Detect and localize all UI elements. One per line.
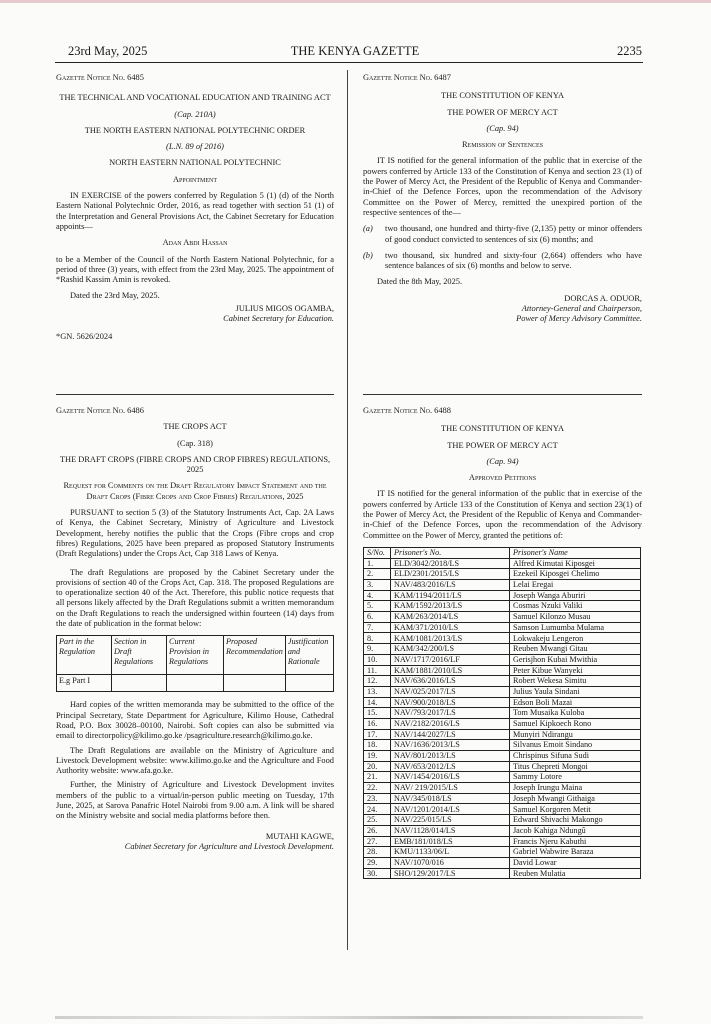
prisoner-number-cell: NAV/1454/2016/LS bbox=[391, 772, 510, 783]
table-row bbox=[364, 772, 641, 783]
prisoner-name-cell: Sammy Lotore bbox=[510, 772, 641, 783]
serial-cell: 10. bbox=[364, 654, 391, 665]
prisoner-number-cell: NAV/636/2016/LS bbox=[391, 676, 510, 687]
serial-cell: 13. bbox=[364, 686, 391, 697]
table-row bbox=[364, 601, 641, 612]
prisoner-number-cell: NAV/345/018/LS bbox=[391, 793, 510, 804]
body-paragraph: IN EXERCISE of the powers conferred by Regulation 5 (1) (d) of the North Eastern National Polytechnic Order, 2016, as read together with section 51 (1) of the Interpretation and General Provisions Act, the Cabinet Secretary for Education appoints— bbox=[56, 191, 334, 231]
prisoner-name-cell: Silvanus Emoit Sindano bbox=[510, 740, 641, 751]
table-header-cell: S/No. bbox=[364, 547, 391, 558]
table-row bbox=[364, 644, 641, 655]
serial-cell: 16. bbox=[364, 718, 391, 729]
signer-title: Power of Mercy Advisory Committee. bbox=[516, 314, 642, 324]
subheading: Remission of Sentences bbox=[461, 140, 544, 150]
signer-name: JULIUS MIGOS OGAMBA, bbox=[235, 303, 334, 313]
signature-block bbox=[56, 304, 334, 325]
serial-cell: 18. bbox=[364, 740, 391, 751]
table-header-row bbox=[364, 547, 641, 558]
table-row bbox=[364, 804, 641, 815]
prisoner-number-cell: ELD/2301/2015/LS bbox=[391, 569, 510, 580]
prisoner-name-cell: Cosmas Nzuki Valiki bbox=[510, 601, 641, 612]
serial-cell: 28. bbox=[364, 847, 391, 858]
body-paragraph: The Draft Regulations are available on the Ministry of Agriculture and Livestock Development website: www.kilimo.go.ke and the Agriculture and Food Authority website: www.afa.go.ke. bbox=[56, 745, 334, 776]
prisoner-name-cell: Francis Njeru Kabuthi bbox=[510, 836, 641, 847]
prisoner-number-cell: NAV/1636/2013/LS bbox=[391, 740, 510, 751]
serial-cell: 26. bbox=[364, 825, 391, 836]
cap: (Cap. 318) bbox=[177, 438, 213, 448]
act-title: THE TECHNICAL AND VOCATIONAL EDUCATION AND TRAINING ACT bbox=[59, 93, 331, 103]
prisoner-number-cell: NAV/225/015/LS bbox=[391, 815, 510, 826]
serial-cell: 29. bbox=[364, 857, 391, 868]
prisoner-number-cell: KAM/1881/2010/LS bbox=[391, 665, 510, 676]
prisoner-name-cell: Samuel Kipkoech Rono bbox=[510, 718, 641, 729]
prisoner-number-cell: KAM/371/2010/LS bbox=[391, 622, 510, 633]
item-text: two thousand, one hundred and thirty-five (2,135) petty or minor offenders of good conduct convicted to sentences of six (6) months; and bbox=[385, 224, 642, 244]
prisoner-name-cell: Samson Lumumba Mulama bbox=[510, 622, 641, 633]
table-row bbox=[364, 676, 641, 687]
serial-cell: 9. bbox=[364, 644, 391, 655]
table-row bbox=[364, 825, 641, 836]
serial-cell: 8. bbox=[364, 633, 391, 644]
notice-6487 bbox=[363, 73, 642, 325]
prisoner-name-cell: Peter Kibue Wanyeki bbox=[510, 665, 641, 676]
prisoner-number-cell: NAV/025/2017/LS bbox=[391, 686, 510, 697]
table-row bbox=[364, 718, 641, 729]
prisoner-number-cell: KAM/1592/2013/LS bbox=[391, 601, 510, 612]
prisoner-number-cell: NAV/793/2017/LS bbox=[391, 708, 510, 719]
item-label: (b) bbox=[363, 250, 373, 260]
table-row bbox=[364, 729, 641, 740]
footer-blurred-text bbox=[55, 1016, 643, 1019]
act-title: THE CROPS ACT bbox=[163, 422, 227, 432]
list-item bbox=[363, 251, 642, 272]
prisoner-name-cell: Munyiri Ndirangu bbox=[510, 729, 641, 740]
table-cell bbox=[112, 675, 167, 692]
prisoner-number-cell: NAV/900/2018/LS bbox=[391, 697, 510, 708]
table-row bbox=[364, 569, 641, 580]
table-header-cell: Section in Draft Regulations bbox=[112, 636, 167, 675]
reference-note: *GN. 5626/2024 bbox=[56, 332, 113, 342]
prisoner-number-cell: KAM/342/200/LS bbox=[391, 644, 510, 655]
prisoner-name-cell: Chrispinus Sifuna Sudi bbox=[510, 751, 641, 762]
notice-6485 bbox=[56, 73, 334, 343]
prisoner-name-cell: Joseph Mwangi Githaiga bbox=[510, 793, 641, 804]
act-title: THE CONSTITUTION OF KENYA bbox=[440, 91, 565, 101]
notice-number: Gazette Notice No. 6488 bbox=[363, 406, 451, 415]
notice-separator bbox=[363, 394, 642, 395]
dated-line: Dated the 8th May, 2025. bbox=[377, 277, 463, 287]
prisoner-number-cell: NAV/1128/014/LS bbox=[391, 825, 510, 836]
table-row bbox=[364, 633, 641, 644]
table-row bbox=[364, 793, 641, 804]
serial-cell: 5. bbox=[364, 601, 391, 612]
act-title: THE POWER OF MERCY ACT bbox=[447, 440, 558, 450]
body-paragraph: PURSUANT to section 5 (3) of the Statutory Instruments Act, Cap. 2A Laws of Kenya, the Cabinet Secretary, Ministry of Agriculture and Livestock Development, hereby notifies the public that the Crops (Fibre crops and crop fibres) Regulations, 2025 have been prepared as proposed Statutory Instruments (Draft Regulations) under the Crops Act, Cap 318 Laws of Kenya. bbox=[56, 508, 334, 559]
petitions-table-body bbox=[364, 558, 641, 879]
table-row bbox=[364, 836, 641, 847]
table-row bbox=[364, 654, 641, 665]
signature-block bbox=[56, 832, 334, 853]
prisoner-name-cell: David Lowar bbox=[510, 857, 641, 868]
prisoner-number-cell: NAV/801/2013/LS bbox=[391, 751, 510, 762]
notice-separator bbox=[56, 394, 334, 395]
table-row bbox=[364, 686, 641, 697]
list-item bbox=[363, 224, 642, 245]
serial-cell: 20. bbox=[364, 761, 391, 772]
prisoner-name-cell: Joseph Wanga Aburiri bbox=[510, 590, 641, 601]
table-row bbox=[364, 612, 641, 623]
cap: (Cap. 94) bbox=[486, 456, 519, 466]
body-paragraph: Further, the Ministry of Agriculture and Livestock Development invites members of the public to a virtual/in-person public meeting on Tuesday, 17th June, 2025, at Sarova Panafric Hotel Nairobi from 9.00 a.m. A link will be shared on the Ministry website and social media platforms before then. bbox=[56, 780, 334, 821]
serial-cell: 12. bbox=[364, 676, 391, 687]
table-cell bbox=[285, 675, 333, 692]
table-header-cell: Proposed Recommendation bbox=[224, 636, 286, 675]
table-row bbox=[364, 761, 641, 772]
signer-name: DORCAS A. ODUOR, bbox=[564, 293, 642, 303]
prisoner-name-cell: Jacob Kahiga Ndungû bbox=[510, 825, 641, 836]
header-title: THE KENYA GAZETTE bbox=[290, 44, 420, 58]
subheading: Appointment bbox=[172, 174, 218, 184]
prisoner-number-cell: NAV/653/2012/LS bbox=[391, 761, 510, 772]
act-title: THE CONSTITUTION OF KENYA bbox=[440, 424, 565, 434]
notice-6486 bbox=[56, 406, 334, 852]
prisoner-number-cell: NAV/2182/2016/LS bbox=[391, 718, 510, 729]
serial-cell: 30. bbox=[364, 868, 391, 879]
table-row bbox=[364, 590, 641, 601]
table-row bbox=[364, 783, 641, 794]
prisoner-name-cell: Robert Wekesa Simitu bbox=[510, 676, 641, 687]
serial-cell: 6. bbox=[364, 612, 391, 623]
header-page-number: 2235 bbox=[617, 44, 642, 58]
table-header-row bbox=[57, 636, 334, 675]
serial-cell: 14. bbox=[364, 697, 391, 708]
table-row bbox=[364, 740, 641, 751]
table-row bbox=[364, 665, 641, 676]
prisoner-name-cell: Reuben Mwangi Gitau bbox=[510, 644, 641, 655]
serial-cell: 25. bbox=[364, 815, 391, 826]
appointee-name: Adan Abdi Hassan bbox=[162, 238, 228, 248]
body-paragraph: Hard copies of the written memoranda may be submitted to the office of the Principal Secretary, State Department for Agriculture, Kilimo House, Cathedral Road, P.O. Box 30028–00100, Nairobi. Soft copies can also be submitted via email to directorpolicy@kilimo.go.ke /psagriculture.research@kilimo.go.ke. bbox=[56, 700, 334, 741]
table-header-cell: Justification and Rationale bbox=[285, 636, 333, 675]
table-row bbox=[364, 622, 641, 633]
signer-title: Cabinet Secretary for Agriculture and Livestock Development. bbox=[124, 841, 334, 851]
serial-cell: 2. bbox=[364, 569, 391, 580]
serial-cell: 24. bbox=[364, 804, 391, 815]
prisoner-name-cell: Edson Boli Mazai bbox=[510, 697, 641, 708]
body-paragraph: The draft Regulations are proposed by the Cabinet Secretary under the provisions of section 40 of the Crops Act, Cap. 318. The proposed Regulations are to operationalize section 40 of the Act. Therefore, this public notice requests that all persons likely affected by the Draft Regulations submit a written memorandum on the Draft Regulations to reach the undersigned within fourteen (14) days from the date of publication in the format below: bbox=[56, 567, 334, 629]
table-row bbox=[364, 708, 641, 719]
prisoner-name-cell: Edward Shivachi Makongo bbox=[510, 815, 641, 826]
prisoner-name-cell: Ezekeil Kiposgei Chelimo bbox=[510, 569, 641, 580]
table-row bbox=[364, 751, 641, 762]
table-header-cell: Prisoner's Name bbox=[510, 547, 641, 558]
prisoner-name-cell: Joseph Irungu Maina bbox=[510, 783, 641, 794]
header-rule bbox=[55, 62, 643, 63]
prisoner-name-cell: Julius Yaula Sindani bbox=[510, 686, 641, 697]
prisoner-number-cell: NAV/483/2016/LS bbox=[391, 580, 510, 591]
prisoner-number-cell: NAV/1201/2014/LS bbox=[391, 804, 510, 815]
signer-title: Cabinet Secretary for Education. bbox=[223, 314, 334, 324]
prisoner-name-cell: Alfred Kimutai Kiposgei bbox=[510, 558, 641, 569]
legal-notice: (L.N. 89 of 2016) bbox=[166, 142, 224, 152]
serial-cell: 19. bbox=[364, 751, 391, 762]
signer-name: MUTAHI KAGWE, bbox=[265, 831, 334, 841]
serial-cell: 11. bbox=[364, 665, 391, 676]
prisoner-number-cell: EMB/181/018/LS bbox=[391, 836, 510, 847]
prisoner-name-cell: Tom Musaika Kuloba bbox=[510, 708, 641, 719]
serial-cell: 27. bbox=[364, 836, 391, 847]
memorandum-format-table bbox=[56, 635, 334, 692]
subheading: Approved Petitions bbox=[468, 473, 537, 483]
body-paragraph: IT IS notified for the general information of the public that in exercise of the powers conferred by Article 133 of the Constitution of Kenya and section 23 (1) of the Power of Mercy Act, the President of the Republic of Kenya and Commander-in-Chief of the Defence Forces, upon the recommendation of the Advisory Committee on the Power of Mercy, remitted the unexpired portion of the respective sentences of the— bbox=[363, 156, 642, 217]
serial-cell: 22. bbox=[364, 783, 391, 794]
prisoner-number-cell: SHO/129/2017/LS bbox=[391, 868, 510, 879]
table-row bbox=[364, 847, 641, 858]
prisoner-name-cell: Reuben Mulatia bbox=[510, 868, 641, 879]
act-title: THE POWER OF MERCY ACT bbox=[447, 107, 558, 117]
table-row bbox=[364, 580, 641, 591]
table-row bbox=[364, 815, 641, 826]
table-row bbox=[57, 675, 334, 692]
dated-line: Dated the 23rd May, 2025. bbox=[70, 291, 160, 301]
prisoner-number-cell: NAV/1717/2016/LF bbox=[391, 654, 510, 665]
prisoner-name-cell: Lokwakeju Lengeron bbox=[510, 633, 641, 644]
prisoner-name-cell: Samuel Kilonzo Musau bbox=[510, 612, 641, 623]
regulations-title: THE DRAFT CROPS (FIBRE CROPS AND CROP FIBRES) REGULATIONS, 2025 bbox=[59, 454, 331, 475]
prisoner-name-cell: Samuel Korgoren Metit bbox=[510, 804, 641, 815]
serial-cell: 15. bbox=[364, 708, 391, 719]
subheading: Request for Comments on the Draft Regulatory Impact Statement and the Draft Crops (Fibre Crops and Crop Fibres) Regulations, 2025 bbox=[63, 481, 327, 501]
serial-cell: 17. bbox=[364, 729, 391, 740]
serial-cell: 1. bbox=[364, 558, 391, 569]
prisoner-number-cell: NAV/ 219/2015/LS bbox=[391, 783, 510, 794]
table-row bbox=[364, 868, 641, 879]
header-date: 23rd May, 2025 bbox=[68, 44, 148, 58]
prisoner-number-cell: KAM/1194/2011/LS bbox=[391, 590, 510, 601]
prisoner-number-cell: KAM/263/2014/LS bbox=[391, 612, 510, 623]
top-border bbox=[0, 0, 711, 3]
cap: (Cap. 94) bbox=[486, 123, 519, 133]
table-cell bbox=[167, 675, 224, 692]
body-paragraph: to be a Member of the Council of the North Eastern National Polytechnic, for a period of three (3) years, with effect from the 23rd May, 2025. The appointment of *Rashid Kassim Amin is revoked. bbox=[56, 254, 334, 285]
prisoner-name-cell: Gerisjhon Kubai Mwithia bbox=[510, 654, 641, 665]
serial-cell: 4. bbox=[364, 590, 391, 601]
petitions-table bbox=[363, 547, 641, 879]
serial-cell: 3. bbox=[364, 580, 391, 591]
table-cell bbox=[224, 675, 286, 692]
page-header bbox=[68, 44, 642, 60]
institution: NORTH EASTERN NATIONAL POLYTECHNIC bbox=[109, 158, 281, 168]
prisoner-number-cell: KMU/1133/06/L bbox=[391, 847, 510, 858]
notice-6488 bbox=[363, 406, 642, 879]
notice-number: Gazette Notice No. 6486 bbox=[56, 406, 144, 415]
prisoner-number-cell: NAV/144/2027/LS bbox=[391, 729, 510, 740]
prisoner-number-cell: KAM/1081/2013/LS bbox=[391, 633, 510, 644]
signer-title: Attorney-General and Chairperson, bbox=[521, 304, 642, 314]
table-row bbox=[364, 857, 641, 868]
table-header-cell: Current Provision in Regulations bbox=[167, 636, 224, 675]
body-paragraph: IT IS notified for the general information of the public that in exercise of the powers conferred by Article 133 of the Constitution of Kenya and section 23(1) of the Power of Mercy Act, the President of the Republic of Kenya and Commander-in-Chief of the Defence Forces, upon the recommendation of the Advisory Committee on the Power of Mercy, granted the petitions of: bbox=[363, 489, 642, 540]
prisoner-name-cell: Gabriel Wabwire Baraza bbox=[510, 847, 641, 858]
prisoner-name-cell: Lelai Eregai bbox=[510, 580, 641, 591]
table-header-cell: Prisoner's No. bbox=[391, 547, 510, 558]
table-row bbox=[364, 558, 641, 569]
table-row bbox=[364, 697, 641, 708]
notice-number: Gazette Notice No. 6487 bbox=[363, 73, 451, 82]
item-label: (a) bbox=[363, 224, 373, 234]
table-header-cell: Part in the Regulation bbox=[57, 636, 112, 675]
table-cell: E.g Part I bbox=[57, 675, 112, 692]
signature-block bbox=[363, 294, 642, 325]
column-divider bbox=[347, 70, 348, 950]
serial-cell: 23. bbox=[364, 793, 391, 804]
serial-cell: 7. bbox=[364, 622, 391, 633]
serial-cell: 21. bbox=[364, 772, 391, 783]
cap: (Cap. 210A) bbox=[174, 109, 216, 119]
prisoner-name-cell: Titus Chepreti Mongoi bbox=[510, 761, 641, 772]
order-title: THE NORTH EASTERN NATIONAL POLYTECHNIC ORDER bbox=[84, 125, 306, 135]
item-text: two thousand, six hundred and sixty-four (2,664) offenders who have sentence balances of six (6) months and below to serve. bbox=[385, 250, 642, 271]
prisoner-number-cell: ELD/3042/2018/LS bbox=[391, 558, 510, 569]
prisoner-number-cell: NAV/1070/016 bbox=[391, 857, 510, 868]
notice-number: Gazette Notice No. 6485 bbox=[56, 73, 144, 82]
